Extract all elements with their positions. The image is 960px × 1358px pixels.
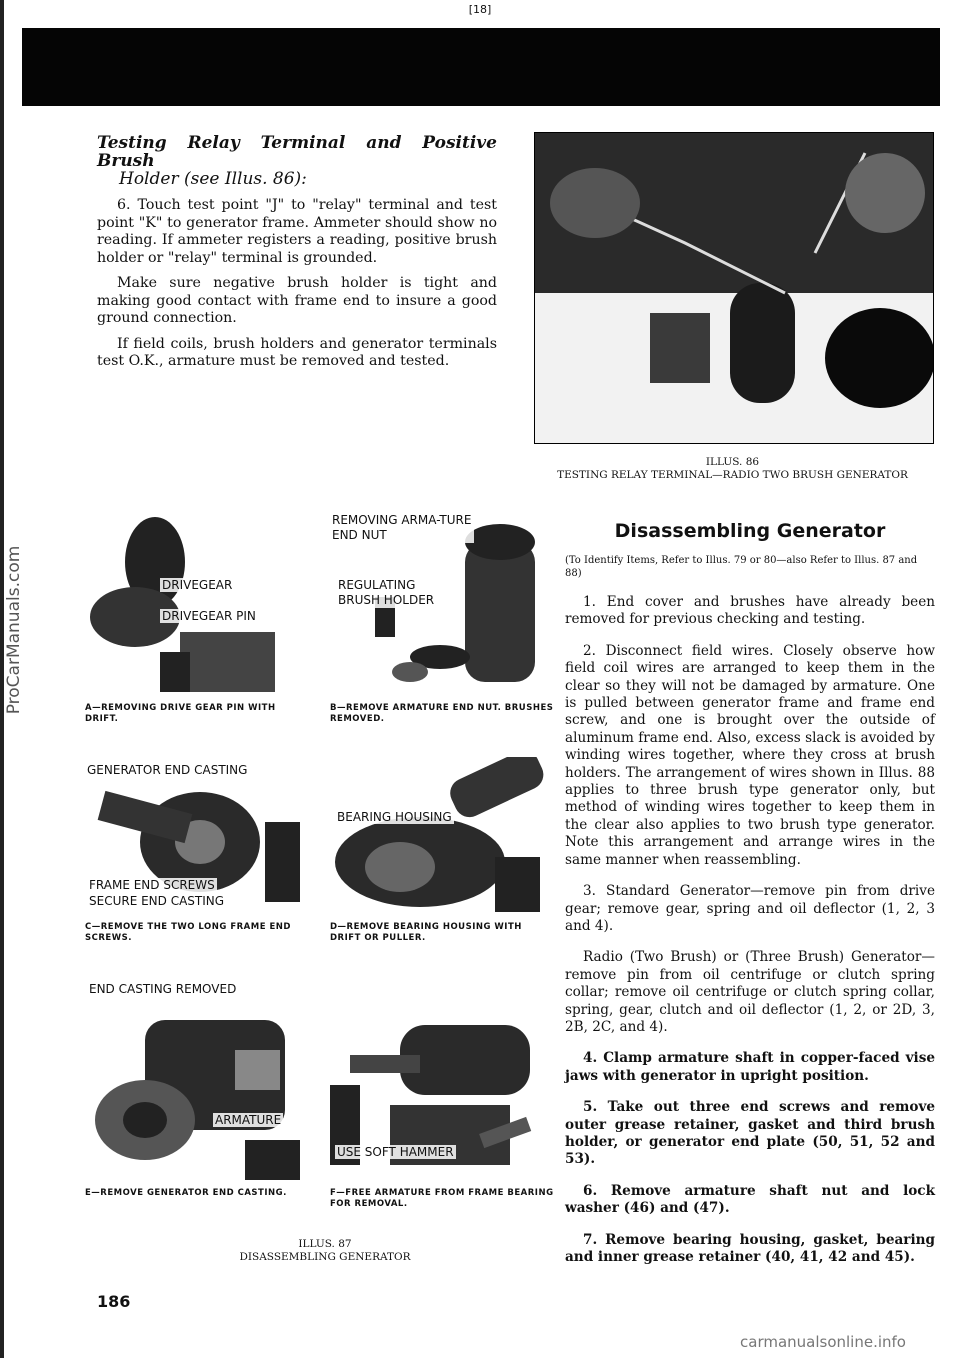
panel-f-caption: F—FREE ARMATURE FROM FRAME BEARING FOR REMOVAL. — [330, 1188, 554, 1209]
intro-paragraph: If field coils, brush holders and generator terminals test O.K., armature must be removed and tested. — [97, 335, 497, 369]
panel-e-photo — [85, 980, 300, 1180]
illus86-title: TESTING RELAY TERMINAL—RADIO TWO BRUSH GENERATOR — [557, 469, 908, 481]
illus86-image — [535, 133, 933, 443]
header-banner — [22, 28, 940, 106]
intro-heading — [97, 134, 497, 188]
panel-d-photo — [330, 757, 555, 912]
section-note: (To Identify Items, Refer to Illus. 79 or 80—also Refer to Illus. 87 and 88) — [565, 555, 918, 579]
illus87-number: ILLUS. 87 — [298, 1238, 352, 1250]
illus86-caption — [520, 456, 945, 482]
footer-watermark: carmanualsonline.info — [740, 1333, 906, 1351]
label-generator-end-casting: GENERATOR END CASTING — [85, 763, 259, 778]
panel-d-caption: D—REMOVE BEARING HOUSING WITH DRIFT OR PULLER. — [330, 922, 522, 943]
label-regulating-brush-holder: REGULATING BRUSH HOLDER — [336, 578, 460, 608]
panel-a-image — [85, 512, 285, 697]
disassembling-section — [565, 520, 935, 1280]
intro-paragraph: Make sure negative brush holder is tight and making good contact with frame end to insure a good ground connection. — [97, 275, 497, 326]
label-end-casting-removed: END CASTING REMOVED — [89, 982, 237, 996]
step-paragraph: 1. End cover and brushes have already been removed for previous checking and testing. — [565, 594, 935, 628]
page-marker: [18] — [468, 3, 492, 16]
step-paragraph: 7. Remove bearing housing, gasket, bearing and inner grease retainer (40, 41, 42 and 45). — [565, 1231, 935, 1265]
label-armature: ARMATURE — [215, 1113, 282, 1127]
section-heading: Disassembling Generator — [614, 520, 886, 542]
step-paragraph: Radio (Two Brush) or (Three Brush) Generator—remove pin from oil centrifuge or clutch spring collar; remove oil centrifuge or clutch spring collar, spring, gear, clutch and oil deflector (1, 2, or 2D, 3, 2B, 2C, and 4). — [565, 949, 935, 1035]
intro-paragraph: 6. Touch test point "J" to "relay" terminal and test point "K" to generator frame. Ammeter should show no reading. If ammeter registers a reading, positive brush holder or "relay" terminal is grounded. — [97, 197, 497, 266]
step-paragraph: 2. Disconnect field wires. Closely observe how field coil wires are arranged to keep them in the clear so they will not be damaged by armature. One is pulled between generator frame and frame end screw, and one is brought over the outside of aluminum frame end. Also, excess slack is avoided by winding wires together, where they cross at brush holders. The arrangement of wires shown in Illus. 88 applies to three brush type generator only, but method of winding wires together to keep them in the clear also applies to two brush type generator. Note this arrangement and arrange wires in the same manner when reassembling. — [565, 642, 935, 868]
panel-e-caption: E—REMOVE GENERATOR END CASTING. — [85, 1188, 287, 1198]
step-paragraph: 3. Standard Generator—remove pin from drive gear; remove gear, spring and oil deflector (1, 2, 3 and 4). — [565, 883, 935, 934]
panel-b-caption: B—REMOVE ARMATURE END NUT. BRUSHES REMOVED. — [330, 703, 554, 724]
step-paragraph: 4. Clamp armature shaft in copper-faced vise jaws with generator in upright position. — [565, 1050, 935, 1084]
panel-a-caption: A—REMOVING DRIVE GEAR PIN WITH DRIFT. — [85, 703, 276, 724]
label-use-soft-hammer: USE SOFT HAMMER — [337, 1145, 454, 1159]
intro-section — [97, 134, 497, 379]
illus86-number: ILLUS. 86 — [705, 456, 760, 468]
step-paragraph: 5. Take out three end screws and remove outer grease retainer, gasket and third brush holder, or generator end plate (50, 51, 52 and 53). — [565, 1099, 935, 1168]
illus87-title: DISASSEMBLING GENERATOR — [239, 1251, 411, 1263]
side-watermark-text: ProCarManuals.com — [4, 545, 24, 715]
label-frame-end-screws: FRAME END SCREWS — [89, 878, 215, 892]
panel-a-photo — [85, 512, 285, 697]
label-bearing-housing: BEARING HOUSING — [337, 810, 452, 824]
step-paragraph: 6. Remove armature shaft nut and lock washer (46) and (47). — [565, 1182, 935, 1217]
illus87-caption — [200, 1238, 450, 1264]
illus86-photo — [534, 132, 934, 444]
label-secure-end-casting: SECURE END CASTING — [89, 894, 225, 908]
panel-e-image — [85, 980, 300, 1180]
label-drivegear-pin: DRIVEGEAR PIN — [162, 609, 256, 623]
intro-heading-line1: Testing Relay Terminal and Positive Brush — [97, 133, 497, 171]
panel-c-caption: C—REMOVE THE TWO LONG FRAME END SCREWS. — [85, 922, 291, 943]
panel-d-image — [330, 757, 555, 912]
side-watermark — [2, 545, 26, 715]
intro-heading-line2: Holder (see Illus. 86): — [119, 169, 307, 189]
label-drivegear: DRIVEGEAR — [162, 578, 233, 592]
label-removing-armature-end-nut: REMOVING ARMA-TURE END NUT — [330, 513, 474, 543]
page-number: 186 — [97, 1292, 131, 1311]
